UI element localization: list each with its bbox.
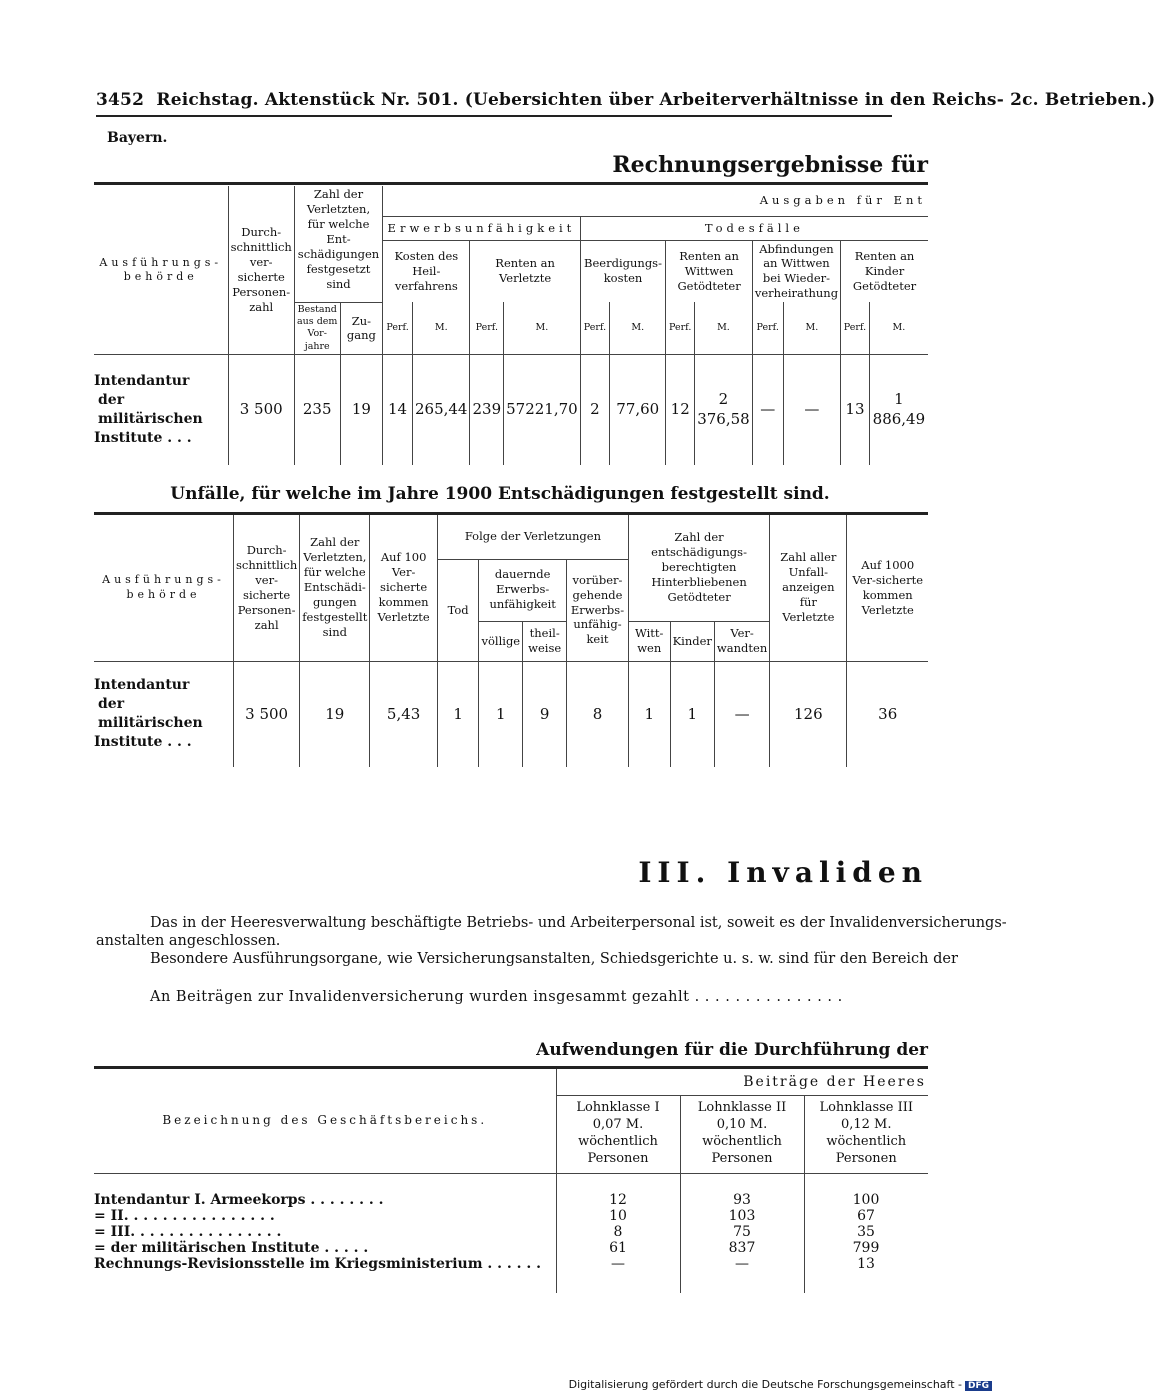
lk3-rate: 0,12 M. (840, 1117, 892, 1133)
verwandten-header: Ver-wandten (714, 621, 769, 661)
col-per100: Auf 100 Ver-sicherte kommen Verletzte (370, 515, 438, 661)
col-stock: Bestand aus dem Vor-jahre (294, 302, 340, 354)
cell-verwandten: — (714, 661, 769, 767)
cell-kinder: 1 (670, 661, 714, 767)
cell-tod: 1 (437, 661, 478, 767)
cell-lk2: 93 (733, 1192, 751, 1208)
table-row (94, 661, 928, 767)
lk1-name: Lohnklasse I (576, 1100, 660, 1116)
lk2-rate: 0,10 M. (716, 1117, 768, 1133)
section1-table (94, 186, 928, 465)
beerdigung-header: Beerdigungs-kosten (580, 240, 666, 302)
row-name-line2: der militärischen (98, 696, 203, 732)
cell-abf-mark: — (783, 355, 840, 465)
lk2-name: Lohnklasse II (697, 1100, 787, 1116)
row-name-line2: der militärischen (98, 391, 203, 427)
lk2-unit: Personen (711, 1150, 773, 1166)
ausgaben-header: Ausgaben für Ent (383, 186, 928, 216)
paragraph-1b: anstalten angeschlossen. (96, 933, 281, 949)
row-name-line3: Institute . . . (94, 734, 192, 751)
pers-label: Perf. (470, 302, 504, 354)
cell-voellige: 1 (479, 661, 523, 767)
cell-stock: 235 (294, 355, 340, 465)
row-label: = III. . . . . . . . . . . . . . . . (94, 1224, 282, 1240)
cell-heil-pers: 14 (383, 355, 413, 465)
row-label: Rechnungs-Revisionsstelle im Kriegsministerium . . . . . . (94, 1256, 542, 1272)
anzeigen-header: Zahl aller Unfall-anzeigen für Verletzte (770, 515, 847, 661)
section1-title: Rechnungsergebnisse für (612, 152, 928, 178)
dfg-logo: DFG (965, 1381, 992, 1391)
cell-theilweise: 9 (523, 661, 567, 767)
cell-persons: 3 500 (228, 355, 294, 465)
abfindung-header: Abfindungen an Wittwen bei Wieder-verheirathung (752, 240, 840, 302)
lk3-name: Lohnklasse III (819, 1100, 914, 1116)
cell-lk2: — (735, 1256, 749, 1272)
pers-label: Perf. (580, 302, 609, 354)
cell-beer-pers: 2 (580, 355, 609, 465)
lk2-period: wöchentlich (702, 1134, 782, 1149)
mark-label: M. (610, 302, 666, 354)
cell-rv-pers: 239 (470, 355, 504, 465)
cell-lk2: 103 (728, 1208, 756, 1224)
page-number: 3452 (96, 90, 145, 110)
col-authority: Ausführungs-behörde (94, 515, 234, 661)
cell-lk1: 8 (613, 1224, 623, 1240)
col-persons: Durch-schnittlich ver-sicherte Personen-zahl (234, 515, 300, 661)
lk3-period: wöchentlich (826, 1134, 907, 1149)
cell-lk3: 799 (852, 1240, 880, 1256)
cell-voruebergehende: 8 (567, 661, 629, 767)
paragraph-2: Besondere Ausführungsorgane, wie Versicherungsanstalten, Schiedsgerichte u. s. w. sind für den Bereich der (150, 951, 958, 967)
mark-label: M. (695, 302, 753, 354)
cell-injured: 19 (300, 661, 370, 767)
hinterbliebene-header: Zahl der entschädigungs-berechtigten Hinterbliebenen Getödteter (628, 515, 769, 621)
table-row (90, 1192, 928, 1208)
cell-lk1: 10 (609, 1208, 627, 1224)
lk1-rate: 0,07 M. (592, 1117, 644, 1133)
table-row (90, 1256, 928, 1272)
cell-lk3: 100 (852, 1192, 880, 1208)
cell-abf-pers: — (752, 355, 783, 465)
tod-header: Todesfälle (580, 216, 928, 240)
row-name-line1: Intendantur (94, 373, 190, 390)
page-header (96, 90, 1155, 110)
renten-witwen-header: Renten an Wittwen Getödteter (666, 240, 753, 302)
tod-header: Tod (437, 559, 478, 661)
cell-rw-mark: 2 376,58 (695, 355, 753, 465)
section1-top-rule (94, 182, 928, 185)
theilweise-header: theil-weise (523, 621, 567, 661)
table-row (90, 1208, 928, 1224)
erwerb-header: Erwerbsunfähigkeit (383, 216, 581, 240)
cell-beer-mark: 77,60 (610, 355, 666, 465)
lk3-unit: Personen (835, 1150, 897, 1166)
page-header-title: Reichstag. Aktenstück Nr. 501. (Uebersichten über Arbeiterverhältnisse in den Reichs- 2c. Betrieben.) (156, 90, 1155, 110)
col-injured: Zahl der Verletzten, für welche Ent-schädigungen festgesetzt sind (294, 186, 382, 302)
paragraph-3: An Beiträgen zur Invalidenversicherung wurden insgesammt gezahlt . . . . . . . . . . . . . . . (150, 989, 843, 1005)
header-rule (96, 115, 892, 117)
beitraege-header: Beiträge der Heeres (556, 1069, 928, 1095)
cell-persons: 3 500 (234, 661, 300, 767)
aufwendungen-title: Aufwendungen für die Durchführung der (536, 1040, 928, 1060)
wittwen-header: Witt-wen (628, 621, 670, 661)
footer-text: Digitalisierung gefördert durch die Deutsche Forschungsgemeinschaft - (568, 1378, 962, 1391)
pers-label: Perf. (752, 302, 783, 354)
section3-body (90, 1192, 928, 1272)
cell-new: 19 (340, 355, 383, 465)
col-new: Zu-gang (340, 302, 383, 354)
cell-per100: 5,43 (370, 661, 438, 767)
cell-rw-pers: 12 (666, 355, 695, 465)
pers-label: Perf. (383, 302, 413, 354)
dauernde-header: dauernde Erwerbs-unfähigkeit (479, 559, 567, 619)
cell-lk1: — (611, 1256, 625, 1272)
cell-anzeigen: 126 (770, 661, 847, 767)
section2-title: Unfälle, für welche im Jahre 1900 Entschädigungen festgestellt sind. (170, 484, 830, 504)
per1000-header: Auf 1000 Ver-sicherte kommen Verletzte (847, 515, 928, 661)
voellige-header: völlige (479, 621, 523, 661)
mark-label: M. (504, 302, 581, 354)
col-authority: Ausführungs-behörde (94, 186, 228, 355)
renten-verletzte-header: Renten an Verletzte (470, 240, 580, 302)
region-label: Bayern. (107, 130, 168, 146)
col-persons: Durch-schnittlich ver-sicherte Personen-zahl (228, 186, 294, 355)
cell-heil-mark: 265,44 (412, 355, 470, 465)
renten-kinder-header: Renten an Kinder Getödteter (841, 240, 928, 302)
voruebergehende-header: vorüber-gehende Erwerbs-unfähig-keit (567, 559, 629, 661)
table-row (90, 1240, 928, 1256)
mark-label: M. (869, 302, 928, 354)
row-name-line1: Intendantur (94, 677, 190, 694)
row-label: Intendantur I. Armeekorps . . . . . . . . (94, 1192, 384, 1208)
cell-wittwen: 1 (628, 661, 670, 767)
folge-header: Folge der Verletzungen (437, 515, 628, 559)
lk1-period: wöchentlich (578, 1134, 658, 1149)
cell-per1000: 36 (847, 661, 928, 767)
cell-lk2: 837 (728, 1240, 756, 1256)
col-bereich: Bezeichnung des Geschäftsbereichs. (94, 1069, 556, 1173)
mark-label: M. (783, 302, 840, 354)
cell-lk2: 75 (733, 1224, 751, 1240)
row-name-line3: Institute . . . (94, 429, 192, 446)
section3-heading: III. Invaliden (638, 856, 928, 889)
row-label: = II. . . . . . . . . . . . . . . . (94, 1208, 275, 1224)
pers-label: Perf. (666, 302, 695, 354)
cell-rk-mark: 1 886,49 (869, 355, 928, 465)
cell-lk3: 67 (857, 1208, 875, 1224)
section2-table (94, 515, 928, 767)
cell-lk1: 61 (609, 1240, 627, 1256)
lk1-unit: Personen (587, 1150, 649, 1166)
cell-lk3: 35 (857, 1224, 875, 1240)
cell-rk-pers: 13 (841, 355, 870, 465)
mark-label: M. (412, 302, 470, 354)
row-label: = der militärischen Institute . . . . . (94, 1240, 369, 1256)
table-row (90, 1224, 928, 1240)
kinder-header: Kinder (670, 621, 714, 661)
heil-header: Kosten des Heil-verfahrens (383, 240, 470, 302)
paragraph-1a: Das in der Heeresverwaltung beschäftigte Betriebs- und Arbeiterpersonal ist, soweit es der Invalidenversicherungs- (150, 915, 1007, 931)
table-row (94, 355, 928, 465)
pers-label: Perf. (841, 302, 870, 354)
footer (569, 1378, 992, 1391)
col-injured: Zahl der Verletzten, für welche Entschädi-gungen festgestellt sind (300, 515, 370, 661)
cell-rv-mark: 57221,70 (504, 355, 581, 465)
cell-lk3: 13 (857, 1256, 875, 1272)
cell-lk1: 12 (609, 1192, 627, 1208)
